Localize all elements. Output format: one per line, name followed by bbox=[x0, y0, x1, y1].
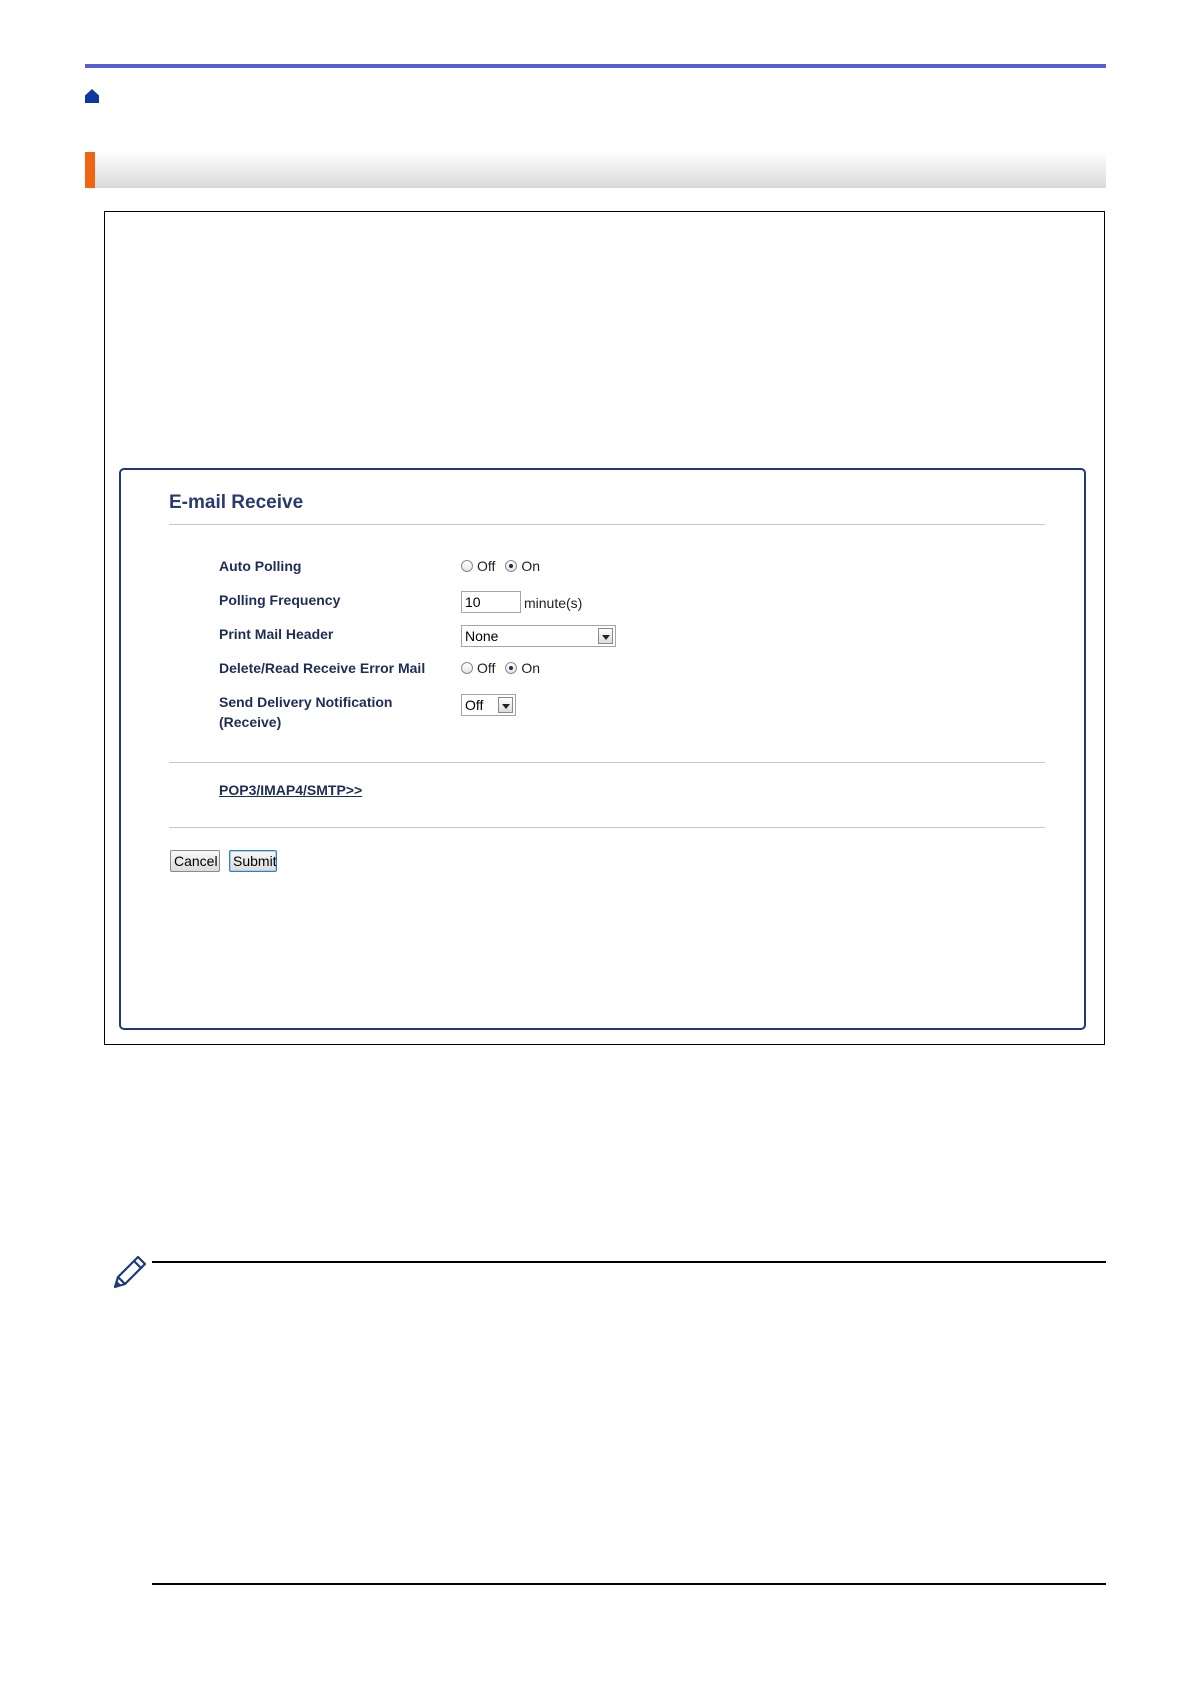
auto-polling-on-label: On bbox=[521, 558, 541, 574]
auto-polling-radio-group bbox=[461, 558, 550, 574]
print-mail-header-label: Print Mail Header bbox=[219, 626, 334, 642]
delete-read-error-mail-on-label: On bbox=[521, 660, 541, 676]
buttons-divider bbox=[169, 827, 1045, 828]
print-mail-header-value: None bbox=[465, 628, 499, 644]
note-rule bbox=[152, 1261, 1106, 1263]
send-delivery-notification-select[interactable] bbox=[461, 694, 516, 716]
header-rule bbox=[85, 64, 1106, 68]
submit-button[interactable]: Submit bbox=[229, 850, 277, 872]
title-divider bbox=[169, 524, 1045, 525]
polling-frequency-label: Polling Frequency bbox=[219, 592, 341, 608]
polling-frequency-input[interactable] bbox=[461, 591, 521, 613]
chevron-down-icon[interactable] bbox=[598, 628, 613, 644]
send-delivery-notification-label-line2: (Receive) bbox=[219, 714, 282, 730]
chevron-down-icon[interactable] bbox=[498, 697, 513, 713]
send-delivery-notification-label bbox=[219, 692, 392, 732]
email-receive-panel bbox=[119, 468, 1086, 1030]
polling-frequency-unit: minute(s) bbox=[524, 595, 583, 611]
send-delivery-notification-value: Off bbox=[465, 697, 484, 713]
delete-read-error-mail-off-radio[interactable] bbox=[461, 662, 473, 674]
delete-read-error-mail-off-label: Off bbox=[477, 660, 496, 676]
footer-rule bbox=[152, 1583, 1106, 1585]
delete-read-error-mail-on-radio[interactable] bbox=[505, 662, 517, 674]
send-delivery-notification-label-line1: Send Delivery Notification bbox=[219, 694, 393, 710]
delete-read-error-mail-label: Delete/Read Receive Error Mail bbox=[219, 660, 426, 676]
cancel-button[interactable]: Cancel bbox=[170, 850, 220, 872]
auto-polling-off-label: Off bbox=[477, 558, 496, 574]
panel-title: E-mail Receive bbox=[169, 492, 304, 513]
auto-polling-label: Auto Polling bbox=[219, 558, 302, 574]
pop3-imap4-smtp-link[interactable]: POP3/IMAP4/SMTP>> bbox=[219, 782, 363, 798]
fields-divider bbox=[169, 762, 1045, 763]
section-heading-bar bbox=[85, 152, 1106, 188]
home-icon[interactable] bbox=[84, 88, 100, 104]
delete-read-error-mail-radio-group bbox=[461, 660, 550, 676]
auto-polling-on-radio[interactable] bbox=[505, 560, 517, 572]
auto-polling-off-radio[interactable] bbox=[461, 560, 473, 572]
section-accent bbox=[85, 152, 95, 188]
print-mail-header-select[interactable] bbox=[461, 625, 616, 647]
pencil-icon bbox=[110, 1252, 150, 1292]
screenshot-frame bbox=[104, 211, 1105, 1045]
